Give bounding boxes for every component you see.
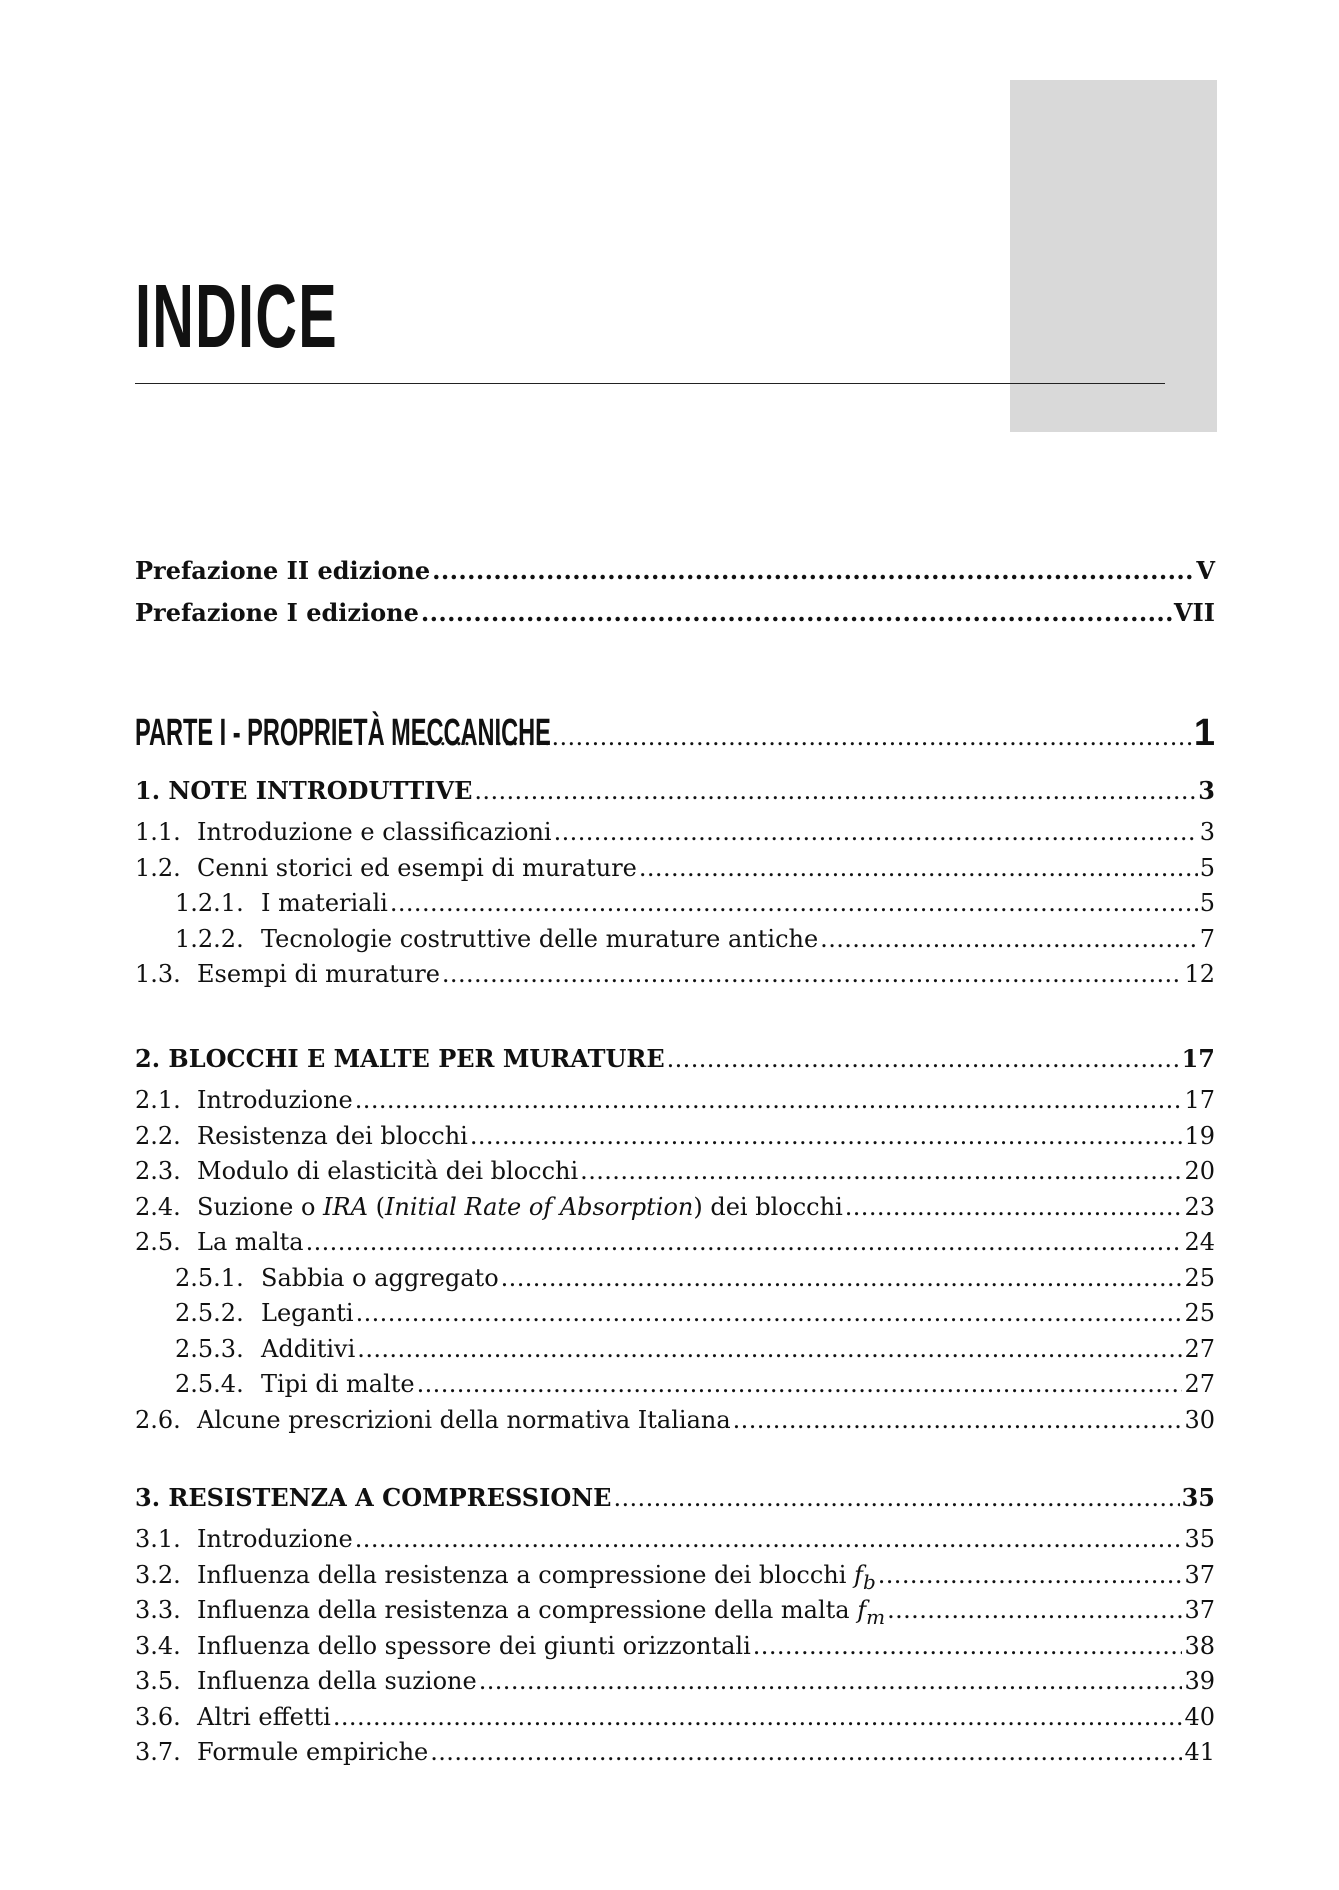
dot-leader [390,889,1198,917]
entry-text: Cenni storici ed esempi di murature [197,853,637,882]
dot-leader [479,1667,1183,1695]
chapter-3 [135,1483,1215,1774]
page-title: INDICE [135,267,338,367]
math-subscript: m [866,1604,886,1629]
entry-page: 25 [1184,1299,1215,1327]
chapter-page: 17 [1181,1044,1215,1073]
entry-page: 25 [1184,1263,1215,1292]
toc-row-prefazione-i[interactable] [135,598,1215,640]
entry-page: 30 [1184,1405,1215,1434]
entry-text: Introduzione [197,1525,353,1553]
dot-leader [580,1157,1182,1185]
toc-row-prefazione-ii[interactable] [135,556,1215,598]
toc-row-entry[interactable] [135,1738,1215,1774]
toc-row-entry[interactable] [135,1703,1215,1739]
entry-text: Influenza dello spessore dei giunti orizzontali [197,1631,751,1660]
dot-leader [613,1484,1179,1512]
entry-text: Esempi di murature [197,960,440,988]
toc-row-subentry[interactable] [135,1299,1215,1335]
toc-row-entry[interactable] [135,1561,1215,1597]
dot-leader [470,1122,1183,1150]
entry-page: 40 [1184,1702,1215,1731]
entry-text: Influenza della resistenza a compressione dei blocchi [197,1560,855,1589]
entry-page: 23 [1184,1192,1215,1221]
dot-leader [355,1525,1183,1553]
math-subscript: b [862,1569,876,1594]
dot-leader [355,1086,1183,1114]
entry-number: 1.3. [135,960,181,988]
entry-text: Alcune prescrizioni della normativa Italiana [197,1405,731,1434]
toc-row-chapter[interactable] [135,1044,1215,1086]
entry-number: 3.3. [135,1596,181,1624]
dot-leader [474,777,1196,805]
toc-row-entry[interactable] [135,1406,1215,1442]
entry-page: 19 [1184,1121,1215,1150]
entry-text: Modulo di elasticità dei blocchi [197,1157,579,1185]
chapter-1 [135,776,1215,996]
entry-number: 1.2.2. [175,924,244,953]
entry-number: 2.5.4. [175,1370,244,1398]
toc-row-entry[interactable] [135,960,1215,996]
dot-leader [667,1045,1180,1073]
toc-row-entry[interactable] [135,1632,1215,1668]
dot-leader [733,1406,1183,1434]
entry-text: Introduzione e classificazioni [197,818,552,846]
dot-leader [442,960,1183,988]
entry-text: Resistenza dei blocchi [197,1121,468,1150]
entry-text-italic-ira: IRA [323,1192,368,1221]
entry-number: 2.5.2. [175,1299,244,1327]
entry-page: 37 [1184,1596,1215,1624]
part-heading [135,712,1215,755]
dot-leader [845,1193,1183,1221]
dot-leader [820,925,1198,953]
toc-row-chapter[interactable] [135,776,1215,818]
toc-row-subentry[interactable] [135,1335,1215,1371]
front-matter-list [135,556,1215,640]
entry-text-post: ) dei blocchi [693,1192,843,1221]
entry-page: 12 [1184,960,1215,988]
entry-number: 2.5. [135,1228,181,1256]
toc-row-entry[interactable] [135,818,1215,854]
part-page: 1 [1193,712,1215,754]
entry-text-italic-initial-rate: Initial Rate of Absorption [384,1192,694,1221]
entry-number: 3.7. [135,1738,181,1766]
dot-leader [501,1264,1183,1292]
dot-leader [421,598,1172,627]
entry-text-pre: Suzione o [197,1192,324,1221]
entry-page: 41 [1184,1738,1215,1766]
toc-label: Prefazione I edizione [135,598,419,627]
toc-page: V [1196,556,1215,585]
toc-row-entry[interactable] [135,1667,1215,1703]
decorative-grey-tab [1010,80,1217,432]
entry-number: 2.4. [135,1192,181,1221]
toc-row-chapter[interactable] [135,1483,1215,1525]
toc-row-entry[interactable] [135,1122,1215,1158]
entry-page: 37 [1184,1560,1215,1589]
entry-page: 7 [1199,924,1215,953]
dot-leader [753,1632,1183,1660]
entry-text: Influenza della resistenza a compressione della malta [197,1596,858,1624]
entry-number: 1.2. [135,853,181,882]
chapter-page: 3 [1198,776,1215,805]
entry-number: 3.6. [135,1702,181,1731]
entry-text: Introduzione [197,1086,353,1114]
dot-leader [639,854,1198,882]
chapter-2 [135,1044,1215,1441]
dot-leader [554,818,1198,846]
toc-label: Prefazione II edizione [135,556,431,585]
toc-row-entry[interactable] [135,1228,1215,1264]
entry-text: I materiali [261,889,388,917]
entry-number: 2.2. [135,1121,181,1150]
entry-page: 17 [1184,1086,1215,1114]
entry-number: 3.2. [135,1560,181,1589]
math-symbol: f [854,1560,863,1589]
entry-text: Sabbia o aggregato [261,1263,499,1292]
chapter-label: 2. BLOCCHI E MALTE PER MURATURE [135,1044,665,1073]
entry-number: 1.1. [135,818,181,846]
entry-number: 2.5.3. [175,1334,244,1363]
chapter-page: 35 [1181,1483,1215,1512]
chapter-label: 3. RESISTENZA A COMPRESSIONE [135,1483,612,1512]
dot-leader [356,1299,1183,1327]
part-label: PARTE I - PROPRIETÀ MECCANICHE [135,712,551,754]
entry-number: 1.2.1. [175,889,244,917]
entry-text: Additivi [261,1334,356,1363]
entry-page: 38 [1184,1631,1215,1660]
entry-text: La malta [197,1228,304,1256]
toc-row-subentry[interactable] [135,889,1215,925]
entry-number: 2.3. [135,1157,181,1185]
entry-page: 5 [1199,889,1215,917]
toc-row-entry[interactable] [135,1596,1215,1632]
toc-page: VII [1173,598,1215,627]
title-underline [135,383,1165,384]
entry-number: 3.4. [135,1631,181,1660]
entry-page: 20 [1184,1157,1215,1185]
entry-page: 3 [1199,818,1215,846]
toc-row-entry[interactable] [135,1157,1215,1193]
entry-number: 3.1. [135,1525,181,1553]
entry-text: Tecnologie costruttive delle murature antiche [261,924,819,953]
math-symbol: f [857,1596,867,1624]
toc-row-entry[interactable] [135,854,1215,890]
dot-leader [430,1738,1182,1766]
entry-text: Tipi di malte [261,1370,415,1398]
entry-number: 2.5.1. [175,1263,244,1292]
dot-leader [357,1335,1182,1363]
toc-row-entry[interactable] [135,1086,1215,1122]
entry-number: 2.6. [135,1405,181,1434]
dot-leader [878,1561,1183,1589]
entry-page: 24 [1184,1228,1215,1256]
entry-page: 5 [1199,853,1215,882]
entry-text: Leganti [261,1299,354,1327]
entry-page: 27 [1184,1334,1215,1363]
entry-number: 2.1. [135,1086,181,1114]
dot-leader [417,1370,1183,1398]
toc-row-entry[interactable] [135,1525,1215,1561]
dot-leader [306,1228,1183,1256]
entry-page: 35 [1184,1525,1215,1553]
toc-row-entry[interactable] [135,1193,1215,1229]
entry-text: Influenza della suzione [197,1667,477,1695]
entry-page: 27 [1184,1370,1215,1398]
toc-row-subentry[interactable] [135,925,1215,961]
entry-number: 3.5. [135,1667,181,1695]
entry-text: Altri effetti [197,1702,331,1731]
entry-text-mid: ( [367,1192,385,1221]
dot-leader [887,1596,1182,1624]
dot-leader [432,556,1194,585]
toc-row-subentry[interactable] [135,1264,1215,1300]
toc-row-part-i[interactable] [135,712,1215,755]
dot-leader [333,1703,1183,1731]
toc-row-subentry[interactable] [135,1370,1215,1406]
chapter-label: 1. NOTE INTRODUTTIVE [135,776,473,805]
entry-page: 39 [1184,1667,1215,1695]
entry-text: Formule empiriche [197,1738,429,1766]
